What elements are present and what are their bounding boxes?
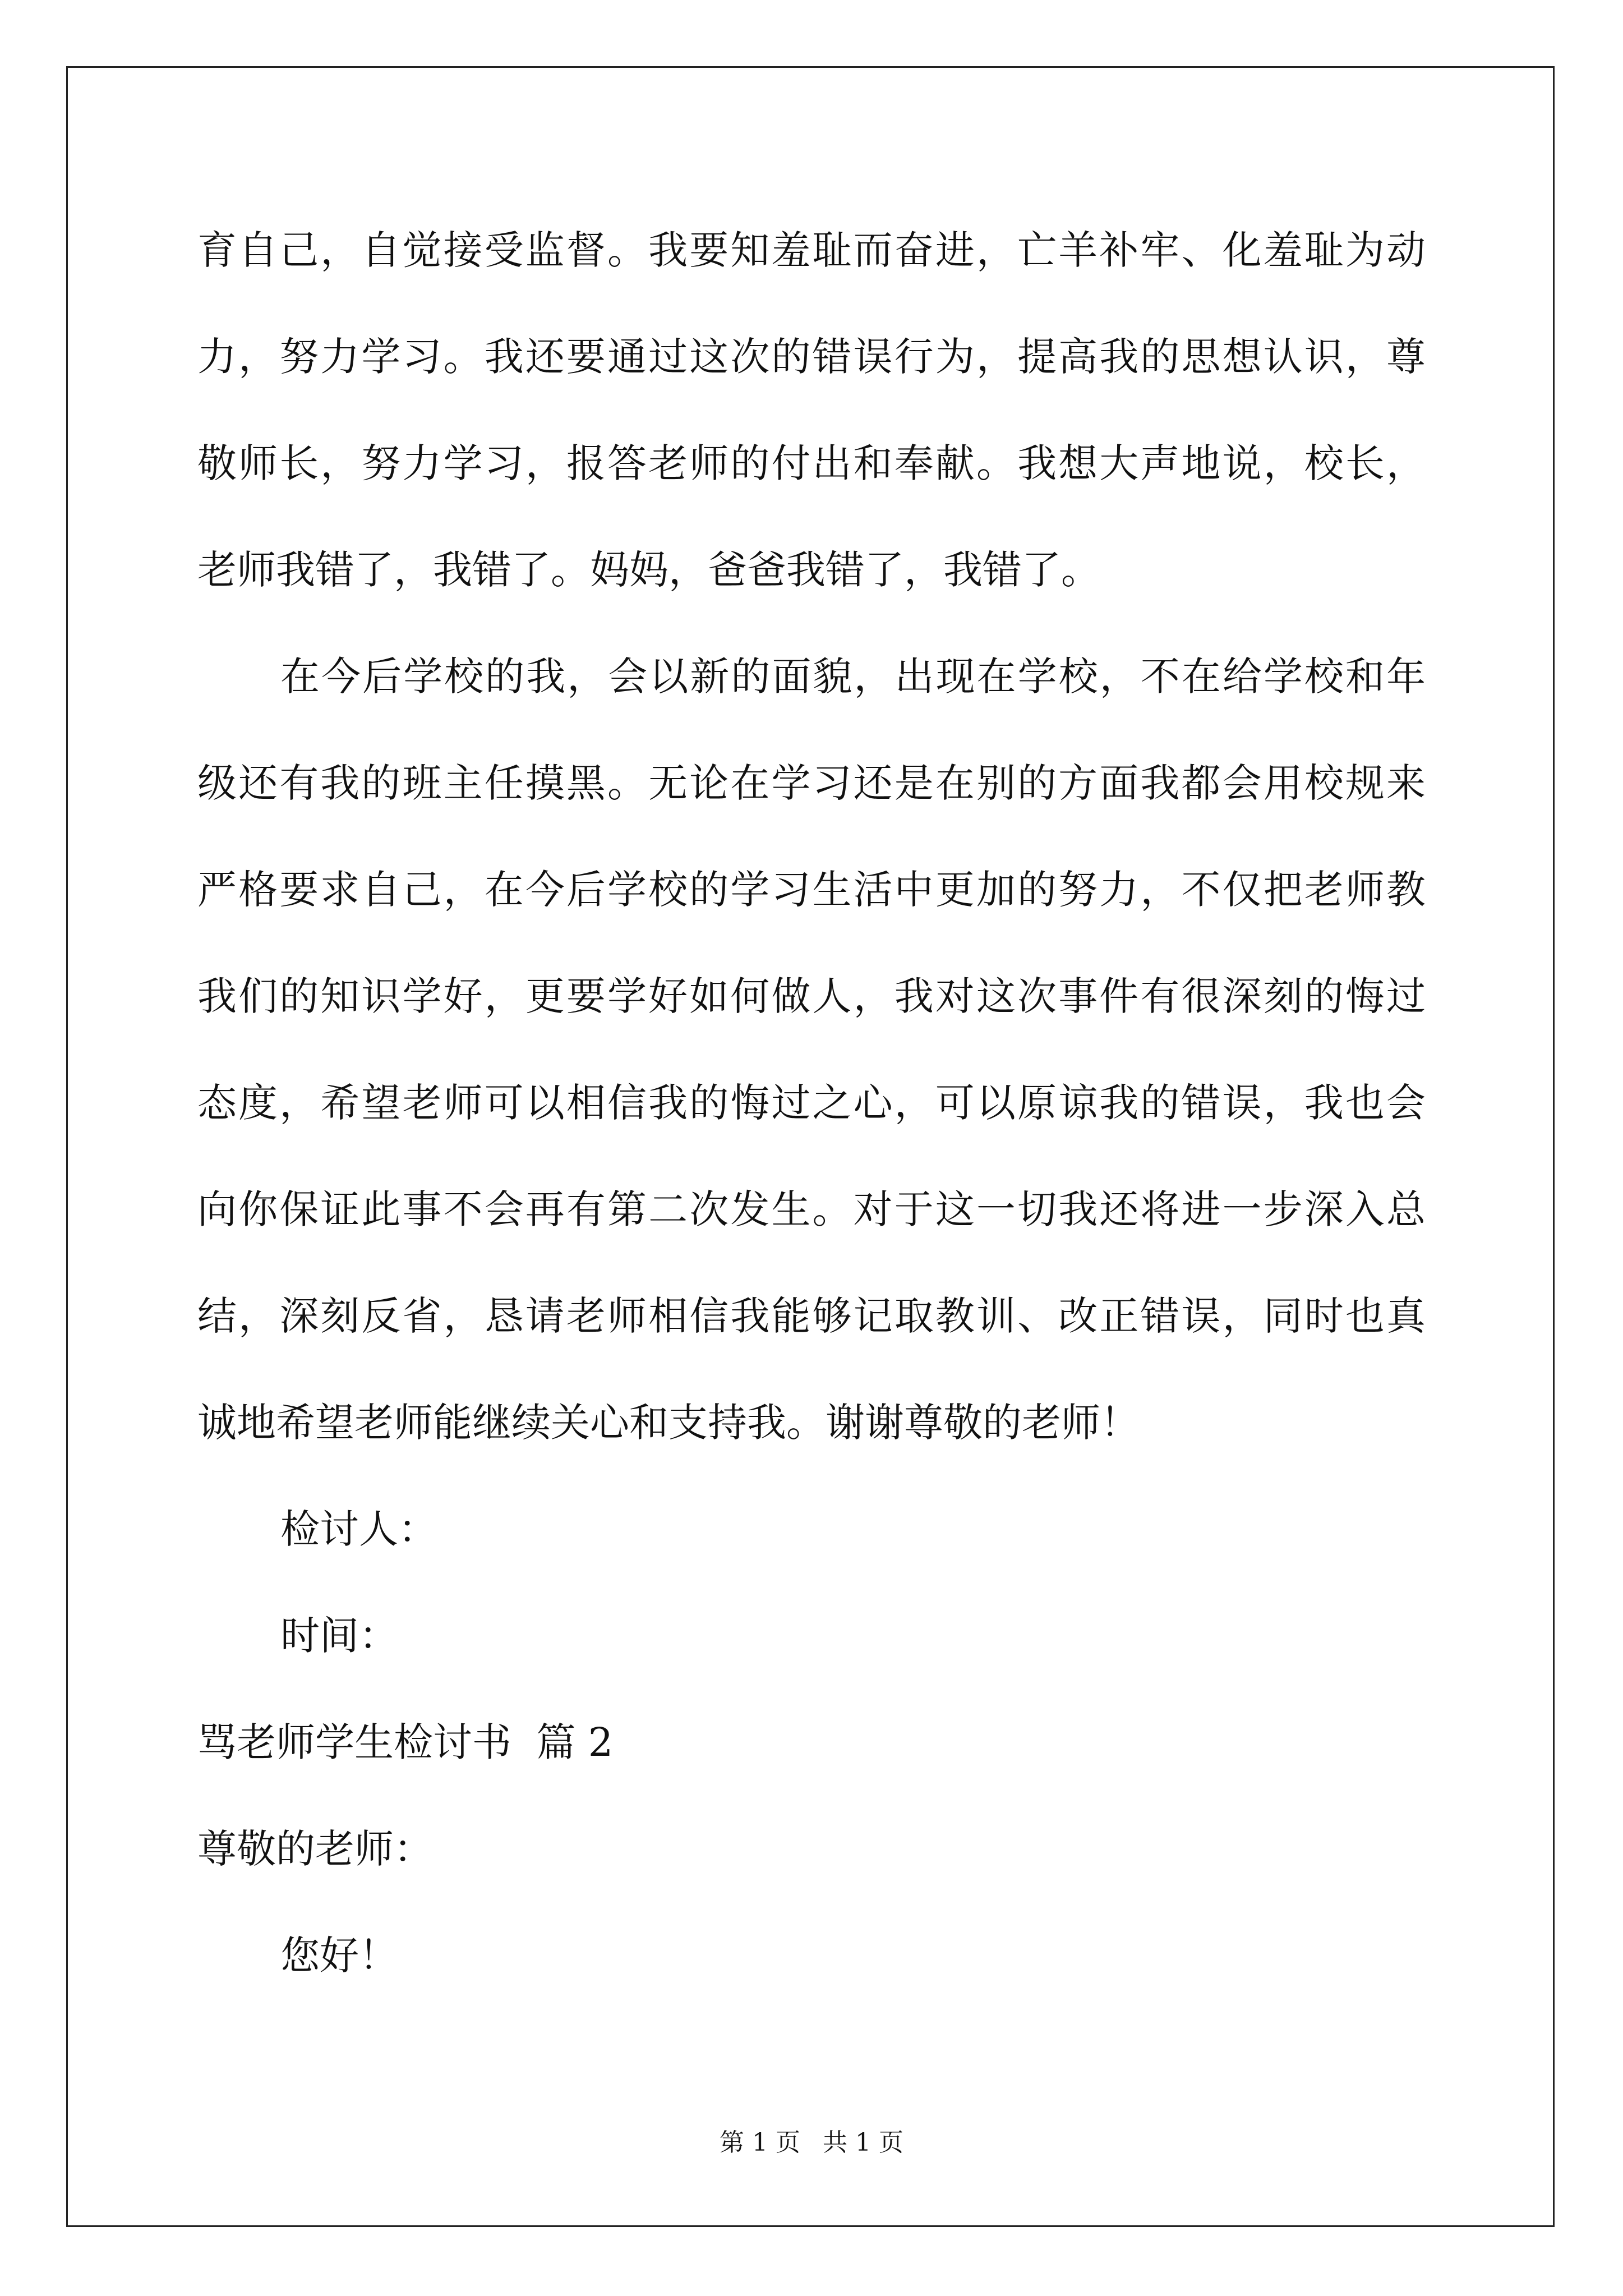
paragraph-line: 诚地希望老师能继续关心和支持我。谢谢尊敬的老师！ bbox=[197, 1400, 1140, 1446]
date-label: 时间： bbox=[280, 1613, 398, 1659]
signature-label: 检讨人： bbox=[280, 1506, 437, 1552]
paragraph-line: 老师我错了，我错了。妈妈，爸爸我错了，我错了。 bbox=[197, 547, 1100, 593]
paragraph-line: 育自己，自觉接受监督。我要知羞耻而奋进，亡羊补牢、化羞耻为动 bbox=[197, 227, 1426, 273]
paragraph-line: 向你保证此事不会再有第二次发生。对于这一切我还将进一步深入总 bbox=[197, 1186, 1426, 1232]
paragraph-line: 级还有我的班主任摸黑。无论在学习还是在别的方面我都会用校规来 bbox=[197, 760, 1426, 806]
paragraph-line: 敬师长，努力学习，报答老师的付出和奉献。我想大声地说，校长， bbox=[197, 440, 1426, 486]
paragraph-line: 结，深刻反省，恳请老师相信我能够记取教训、改正错误，同时也真 bbox=[197, 1293, 1426, 1339]
paragraph-line: 态度，希望老师可以相信我的悔过之心，可以原谅我的错误，我也会 bbox=[197, 1080, 1426, 1126]
paragraph-line: 我们的知识学好，更要学好如何做人，我对这次事件有很深刻的悔过 bbox=[197, 973, 1426, 1019]
page-footer bbox=[0, 2126, 1623, 2160]
page-border bbox=[66, 66, 1555, 2227]
paragraph-line: 严格要求自己，在今后学校的学习生活中更加的努力，不仅把老师教 bbox=[197, 867, 1426, 913]
paragraph-line: 在今后学校的我，会以新的面貌，出现在学校，不在给学校和年 bbox=[280, 654, 1426, 700]
page-total: 共 1 页 bbox=[823, 2128, 903, 2157]
paragraph-line: 力，努力学习。我还要通过这次的错误行为，提高我的思想认识，尊 bbox=[197, 334, 1426, 380]
page-number: 第 1 页 bbox=[720, 2128, 800, 2157]
salutation: 尊敬的老师： bbox=[197, 1826, 433, 1872]
section-title: 骂老师学生检讨书 篇 2 bbox=[197, 1719, 614, 1765]
greeting: 您好！ bbox=[280, 1932, 398, 1978]
